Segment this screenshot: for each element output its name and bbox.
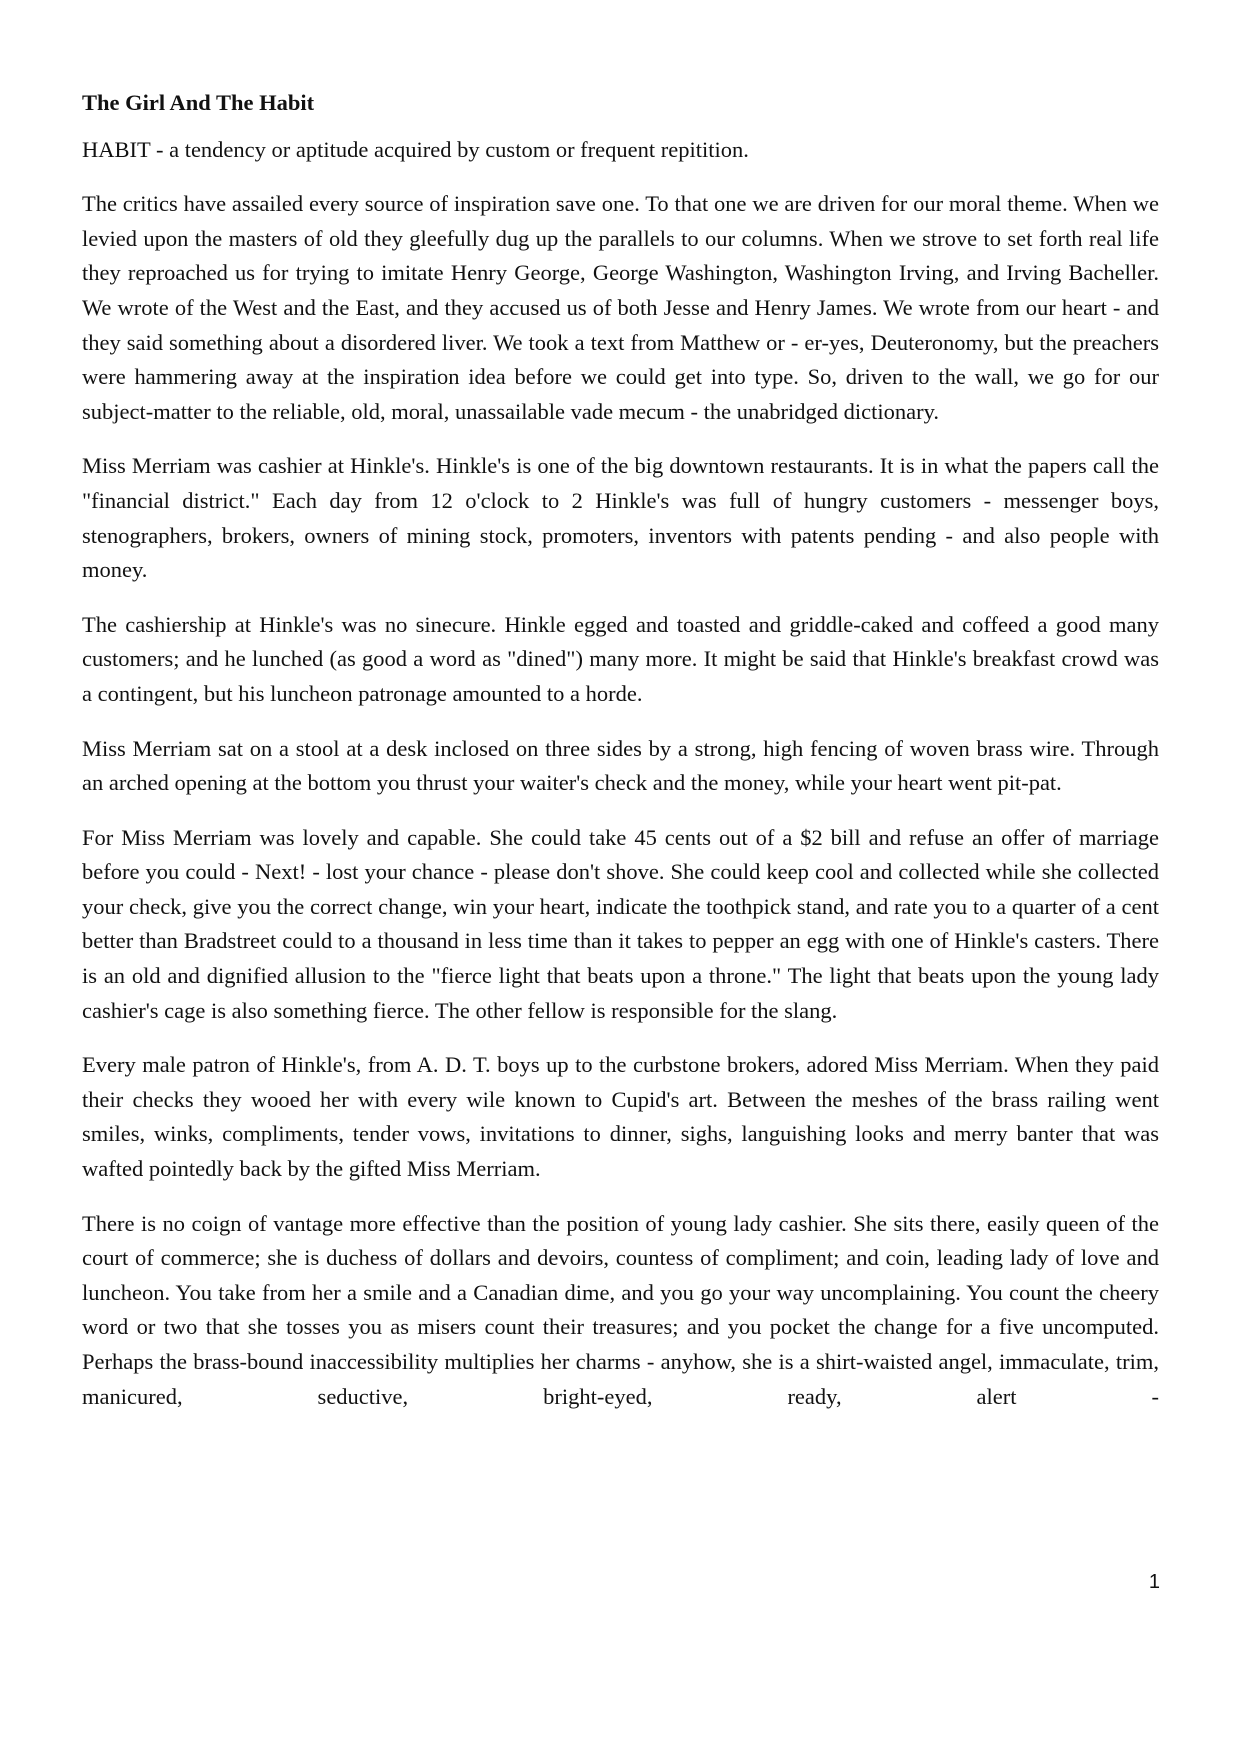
document-body (82, 86, 1159, 1434)
paragraph-critics: The critics have assailed every source of inspiration save one. To that one we are driven for our moral theme. When we levied upon the masters of old they gleefully dug up the parallels to our columns. When we strove to set forth real life they reproached us for trying to imitate Henry George, George Washington, Washington Irving, and Irving Bacheller. We wrote of the West and the East, and they accused us of both Jesse and Henry James. We wrote from our heart - and they said something about a disordered liver. We took a text from Matthew or - er-yes, Deuteronomy, but the preachers were hammering away at the inspiration idea before we could get into type. So, driven to the wall, we go for our subject-matter to the reliable, old, moral, unassailable vade mecum - the unabridged dictionary. (82, 191, 1159, 424)
paragraph-miss-merriam-cashier: Miss Merriam was cashier at Hinkle's. Hinkle's is one of the big downtown restaurants. It is in what the papers call the "financial district." Each day from 12 o'clock to 2 Hinkle's was full of hungry customers - messenger boys, stenographers, brokers, owners of mining stock, promoters, inventors with patents pending - and also people with money. (82, 453, 1159, 583)
paragraph-male-patrons: Every male patron of Hinkle's, from A. D. T. boys up to the curbstone brokers, adored Miss Merriam. When they paid their checks they wooed her with every wile known to Cupid's art. Between the meshes of the brass railing went smiles, winks, compliments, tender vows, invitations to dinner, sighs, languishing looks and merry banter that was wafted pointedly back by the gifted Miss Merriam. (82, 1052, 1159, 1182)
story-title: The Girl And The Habit (82, 90, 315, 115)
paragraph-coign-of-vantage: There is no coign of vantage more effective than the position of young lady cashier. She sits there, easily queen of the court of commerce; she is duchess of dollars and devoirs, countess of compliment; and coin, leading lady of love and luncheon. You take from her a smile and a Canadian dime, and you go your way uncomplaining. You count the cheery word or two that she tosses you as misers count their treasures; and you pocket the change for a five uncomputed. Perhaps the brass-bound inaccessibility multiplies her charms - anyhow, she is a shirt-waisted angel, immaculate, trim, manicured, seductive, bright-eyed, ready, alert - (82, 1210, 1159, 1409)
paragraph-stool-desk: Miss Merriam sat on a stool at a desk inclosed on three sides by a strong, high fencing of woven brass wire. Through an arched opening at the bottom you thrust your waiter's check and the money, while your heart went pit-pat. (82, 735, 1159, 796)
paragraph-lovely-capable: For Miss Merriam was lovely and capable. She could take 45 cents out of a $2 bill and refuse an offer of marriage before you could - Next! - lost your chance - please don't shove. She could keep cool and collected while she collected your check, give you the correct change, win your heart, indicate the toothpick stand, and rate you to a quarter of a cent better than Bradstreet could to a thousand in less time than it takes to pepper an egg with one of Hinkle's casters. There is an old and dignified allusion to the "fierce light that beats upon a throne." The light that beats upon the young lady cashier's cage is also something fierce. The other fellow is responsible for the slang. (82, 824, 1159, 1023)
paragraph-habit-definition: HABIT - a tendency or aptitude acquired by custom or frequent repitition. (82, 136, 749, 162)
page-number: 1 (1148, 1571, 1160, 1593)
paragraph-cashiership: The cashiership at Hinkle's was no sinecure. Hinkle egged and toasted and griddle-caked and coffeed a good many customers; and he lunched (as good a word as "dined") many more. It might be said that Hinkle's breakfast crowd was a contingent, but his luncheon patronage amounted to a horde. (82, 611, 1159, 706)
